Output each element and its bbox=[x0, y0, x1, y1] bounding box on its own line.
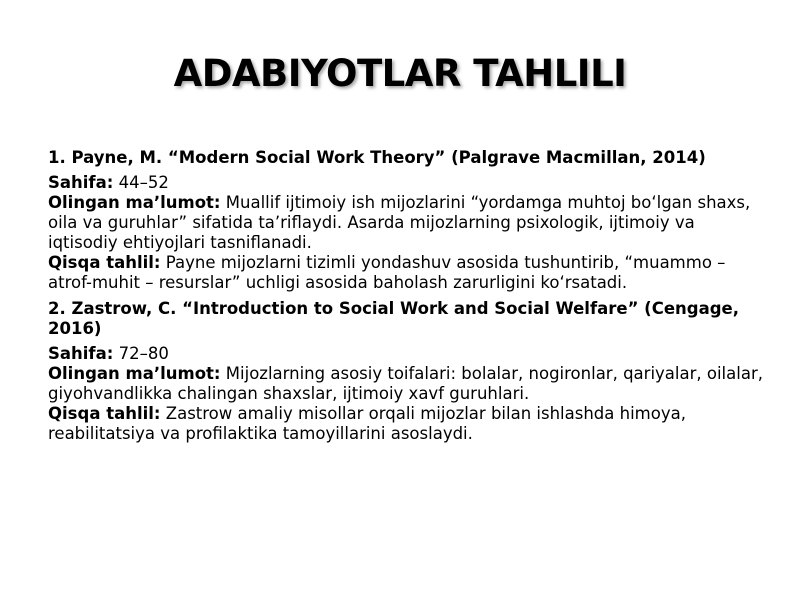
literature-list bbox=[48, 148, 768, 444]
entry-analysis bbox=[48, 253, 768, 293]
literature-entry bbox=[48, 148, 768, 293]
pages-label: Sahifa: bbox=[48, 344, 114, 363]
entry-info bbox=[48, 364, 768, 404]
slide-title: ADABIYOTLAR TAHLILI bbox=[173, 52, 627, 95]
analysis-value: Payne mijozlarni tizimli yondashuv asosida tushuntirib, “muammo – atrof-muhit – resurslar” uchligi asosida baholash zarurligini koʻrsatadi. bbox=[48, 253, 726, 292]
pages-label: Sahifa: bbox=[48, 173, 114, 192]
entry-pages bbox=[48, 173, 768, 193]
info-value: Muallif ijtimoiy ish mijozlarini “yordamga muhtoj boʻlgan shaxs, oila va guruhlar” sifatida taʼriflaydi. Asarda mijozlarning psixologik, ijtimoiy va iqtisodiy ehtiyojlari tasniflanadi. bbox=[48, 193, 751, 252]
analysis-value: Zastrow amaliy misollar orqali mijozlar bilan ishlashda himoya, reabilitatsiya va profilaktika tamoyillarini asoslaydi. bbox=[48, 404, 686, 443]
info-label: Olingan maʼlumot: bbox=[48, 193, 221, 212]
entry-pages bbox=[48, 344, 768, 364]
literature-entry bbox=[48, 299, 768, 444]
entry-heading: 2. Zastrow, C. “Introduction to Social Work and Social Welfare” (Cengage, 2016) bbox=[48, 299, 739, 338]
analysis-label: Qisqa tahlil: bbox=[48, 253, 161, 272]
analysis-label: Qisqa tahlil: bbox=[48, 404, 161, 423]
info-label: Olingan maʼlumot: bbox=[48, 364, 221, 383]
entry-heading: 1. Payne, M. “Modern Social Work Theory” (Palgrave Macmillan, 2014) bbox=[48, 148, 706, 167]
pages-value: 72–80 bbox=[113, 344, 169, 363]
pages-value: 44–52 bbox=[113, 173, 169, 192]
info-value: Mijozlarning asosiy toifalari: bolalar, nogironlar, qariyalar, oilalar, giyohvandlikka chalingan shaxslar, ijtimoiy xavf guruhlari. bbox=[48, 364, 763, 403]
entry-info bbox=[48, 193, 768, 253]
entry-analysis bbox=[48, 404, 768, 444]
